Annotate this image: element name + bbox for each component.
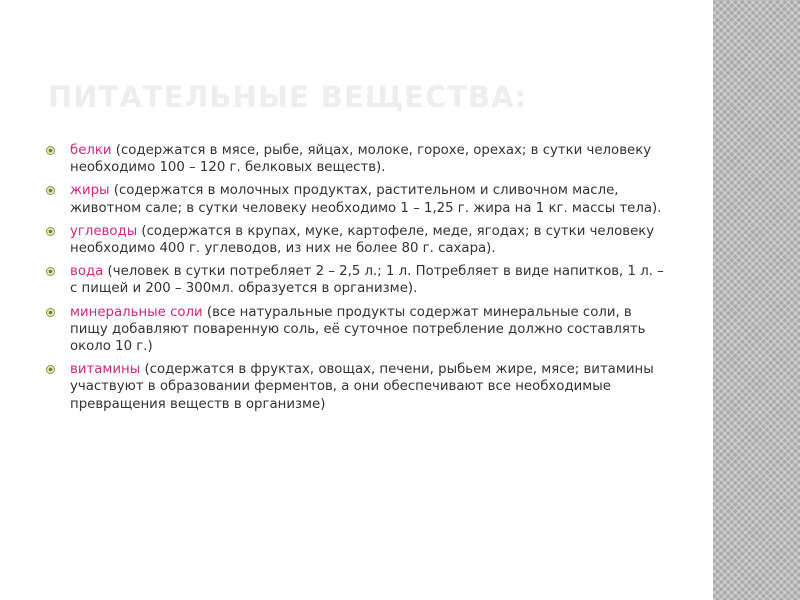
list-item [45,263,665,297]
nutrient-description: (все натуральные продукты содержат минеральные соли, в пищу добавляют поваренную соль, её суточное потребление должно составлять около 10 г.) [70,304,646,355]
list-item [45,223,665,257]
nutrient-description: (содержатся в крупах, муке, картофеле, меде, ягодах; в сутки человеку необходимо 400 г. углеводов, из них не более 80 г. сахара). [70,223,655,257]
list-item [45,142,665,176]
nutrient-description: (содержатся в мясе, рыбе, яйцах, молоке, горохе, орехах; в сутки человеку необходимо 100 – 120 г. белковых веществ). [70,143,652,176]
nutrient-description: (содержатся в молочных продуктах, растительном и сливочном масле, животном сале; в сутки человеку необходимо 1 – 1,25 г. жира на 1 кг. массы тела). [70,183,662,216]
nutrient-term: углеводы [70,223,138,239]
nutrient-term: вода [70,264,104,280]
slide-title: ПИТАТЕЛЬНЫЕ ВЕЩЕСТВА: [48,80,528,114]
nutrient-term: белки [70,143,112,158]
nutrient-term: витамины [70,362,141,378]
list-item [45,304,665,356]
nutrient-term: минеральные соли [70,304,203,320]
decorative-side-band [713,0,800,600]
nutrient-description: (содержатся в фруктах, овощах, печени, рыбьем жире, мясе; витамины участвуют в образовании ферментов, а они обеспечивают все необходимые превращения веществ в организме) [70,362,654,412]
target-bullet-icon [46,186,55,195]
target-bullet-icon [46,227,55,236]
target-bullet-icon [46,146,55,155]
list-item [45,182,665,216]
target-bullet-icon [46,308,55,317]
list-item [45,361,665,413]
nutrient-list [45,142,665,419]
target-bullet-icon [46,267,55,276]
nutrient-description: (человек в сутки потребляет 2 – 2,5 л.; 1 л. Потребляет в виде напитков, 1 л. – с пищей и 200 – 300мл. образуется в организме). [70,264,664,297]
target-bullet-icon [46,365,55,374]
nutrient-term: жиры [70,183,110,199]
